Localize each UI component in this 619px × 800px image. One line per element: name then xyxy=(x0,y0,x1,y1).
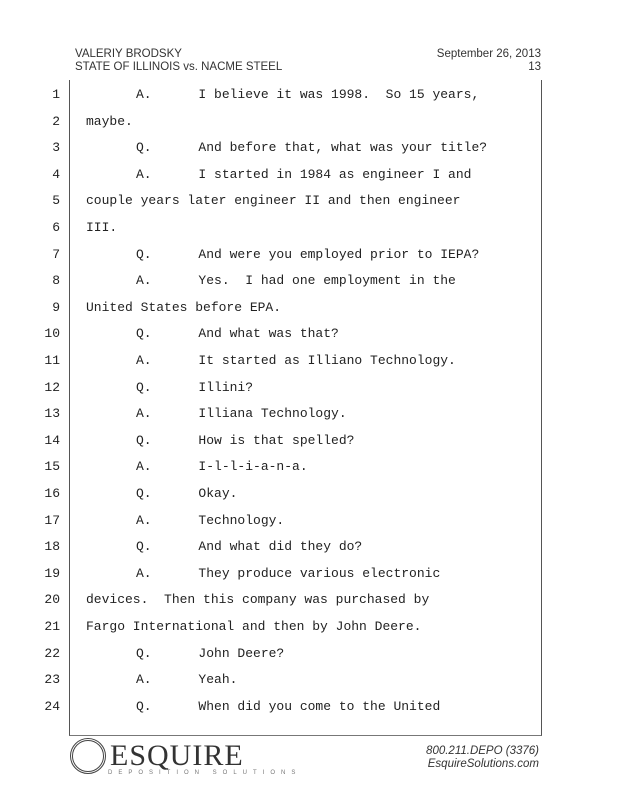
transcript-line xyxy=(0,215,619,241)
line-text: Q. And were you employed prior to IEPA? xyxy=(136,246,480,262)
transcript-header-right xyxy=(437,48,541,74)
line-number: 2 xyxy=(52,113,60,129)
line-text: A. I-l-l-i-a-n-a. xyxy=(136,459,308,475)
line-text: A. Yes. I had one employment in the xyxy=(136,273,456,289)
transcript-line xyxy=(0,641,619,667)
transcript-line xyxy=(0,561,619,587)
transcript-line xyxy=(0,454,619,480)
line-text: A. Illiana Technology. xyxy=(136,406,347,422)
transcript-line xyxy=(0,268,619,294)
line-text: A. I believe it was 1998. So 15 years, xyxy=(136,87,480,102)
line-text: Q. And what did they do? xyxy=(136,539,363,555)
line-number: 7 xyxy=(52,246,60,262)
transcript-line xyxy=(0,667,619,693)
line-number: 16 xyxy=(44,486,60,501)
line-number: 12 xyxy=(44,379,60,395)
transcript-line xyxy=(0,135,619,161)
line-number: 21 xyxy=(44,619,60,634)
case-name: STATE OF ILLINOIS vs. NACME STEEL xyxy=(75,61,283,73)
line-text: Fargo International and then by John Deere. xyxy=(86,619,422,634)
line-number: 24 xyxy=(44,698,60,714)
line-text: Q. And before that, what was your title? xyxy=(136,140,488,156)
transcript-line xyxy=(0,614,619,640)
transcript-line xyxy=(0,694,619,720)
line-text: maybe. xyxy=(86,113,133,129)
line-number: 1 xyxy=(52,87,60,102)
transcript-line xyxy=(0,82,619,108)
line-text: III. xyxy=(86,220,118,235)
deposition-date: September 26, 2013 xyxy=(436,48,541,60)
line-text: A. They produce various electronic xyxy=(136,565,441,581)
line-text: A. Yeah. xyxy=(136,672,238,688)
line-number: 20 xyxy=(44,592,60,608)
line-number: 10 xyxy=(44,326,60,342)
line-text: Q. How is that spelled? xyxy=(136,432,355,448)
transcript-line xyxy=(0,321,619,347)
line-number: 4 xyxy=(52,166,60,182)
transcript-line xyxy=(0,109,619,135)
line-number: 23 xyxy=(44,672,60,688)
esquire-emblem-icon xyxy=(70,738,106,774)
line-number: 11 xyxy=(44,353,60,368)
esquire-logo xyxy=(70,738,244,774)
line-number: 15 xyxy=(44,459,60,475)
transcript-line xyxy=(0,401,619,427)
transcript-line xyxy=(0,375,619,401)
transcript-footer xyxy=(426,745,539,771)
transcript-line xyxy=(0,587,619,613)
transcript-line xyxy=(0,428,619,454)
line-number: 6 xyxy=(52,220,60,235)
line-text: Q. Illini? xyxy=(136,379,254,395)
line-number: 17 xyxy=(44,512,60,528)
line-number: 14 xyxy=(44,432,60,448)
transcript-line xyxy=(0,162,619,188)
line-text: couple years later engineer II and then engineer xyxy=(86,193,461,209)
transcript-line xyxy=(0,295,619,321)
line-number: 8 xyxy=(52,273,60,289)
line-number: 5 xyxy=(52,193,60,209)
line-text: United States before EPA. xyxy=(86,299,282,315)
page-number: 13 xyxy=(528,61,541,73)
line-text: A. Technology. xyxy=(136,512,285,528)
line-text: Q. Okay. xyxy=(136,486,238,501)
witness-name: VALERIY BRODSKY xyxy=(75,48,182,60)
line-text: Q. John Deere? xyxy=(136,645,285,661)
transcript-line xyxy=(0,188,619,214)
transcript-line xyxy=(0,508,619,534)
line-number: 9 xyxy=(52,299,60,315)
footer-website: EsquireSolutions.com xyxy=(427,758,539,770)
line-number: 18 xyxy=(44,539,60,555)
line-number: 22 xyxy=(44,645,60,661)
transcript-line xyxy=(0,534,619,560)
transcript-line xyxy=(0,481,619,507)
transcript-line xyxy=(0,242,619,268)
line-text: devices. Then this company was purchased by xyxy=(86,592,430,608)
line-number: 3 xyxy=(52,140,60,156)
logo-subtitle: DEPOSITION SOLUTIONS xyxy=(108,770,302,776)
transcript-line xyxy=(0,348,619,374)
line-text: Q. And what was that? xyxy=(136,326,339,342)
logo-text: ESQUIRE xyxy=(110,739,244,772)
line-number: 13 xyxy=(44,406,60,422)
line-text: A. It started as Illiano Technology. xyxy=(136,353,456,368)
footer-phone: 800.211.DEPO (3376) xyxy=(426,745,539,757)
line-text: Q. When did you come to the United xyxy=(136,698,441,714)
line-text: A. I started in 1984 as engineer I and xyxy=(136,166,472,182)
transcript-header-left xyxy=(75,48,282,74)
line-number: 19 xyxy=(44,565,60,581)
